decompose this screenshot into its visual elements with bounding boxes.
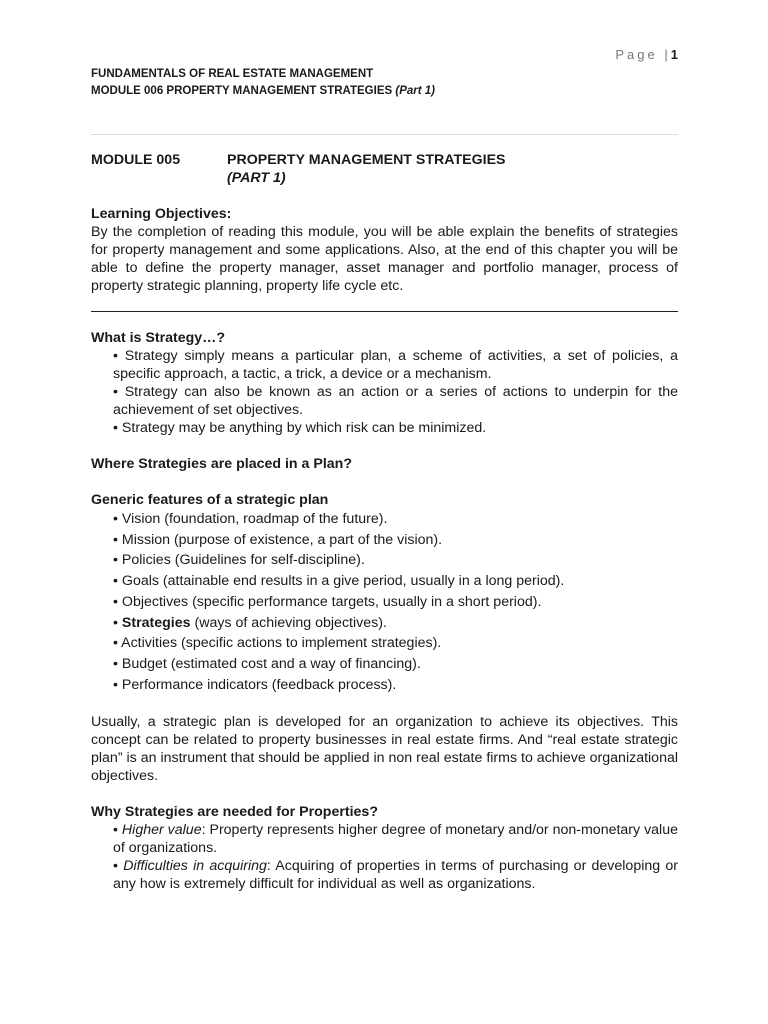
list-item: • Strategy simply means a particular plan, a scheme of activities, a set of policies, a specific approach, a tactic, a trick, a device or a mechanism. [113, 348, 678, 382]
header-divider [91, 134, 678, 135]
page-number [615, 47, 678, 62]
where-placed-heading: Where Strategies are placed in a Plan? [91, 456, 352, 472]
page-separator: | [664, 47, 671, 62]
module-title: PROPERTY MANAGEMENT STRATEGIES [227, 152, 506, 168]
document-body [91, 151, 678, 893]
higher-value-term: Higher value [121, 822, 202, 839]
list-item-higher-value [113, 821, 678, 857]
bullet: • [113, 614, 122, 631]
module-title-text [227, 151, 506, 187]
why-needed-heading: Why Strategies are needed for Properties? [91, 804, 378, 821]
what-is-strategy-list [91, 347, 678, 437]
difficulties-desc: : Acquiring of properties in terms of purchasing or developing or any how is extremely difficult for individual as well as organizations. [113, 858, 678, 893]
list-item: • Performance indicators (feedback process). [113, 676, 397, 693]
header-line-2-main: MODULE 006 PROPERTY MANAGEMENT STRATEGIES [91, 85, 393, 97]
bullet: • [113, 822, 122, 839]
strategic-plan-paragraph: Usually, a strategic plan is developed for an organization to achieve its objectives. This concept can be related to property businesses in real estate firms. And “real estate strategic plan” is an instrument that should be applied in non real estate firms to achieve organizational objectives. [91, 714, 678, 785]
learning-objectives-text: By the completion of reading this module, you will be able explain the benefits of strategies for property management and some applications. Also, at the end of this chapter you will be able to define the property manager, asset manager and portfolio manager, process of property strategic planning, property life cycle etc. [91, 224, 678, 294]
list-item: • Strategy may be anything by which risk can be minimized. [113, 420, 487, 436]
module-number: MODULE 005 [91, 152, 181, 168]
learning-objectives-heading: Learning Objectives: [91, 206, 232, 222]
list-item-strategies [113, 613, 678, 634]
module-part: (PART 1) [227, 170, 286, 186]
header-line-2 [91, 83, 435, 100]
what-is-strategy-heading: What is Strategy…? [91, 330, 226, 346]
generic-features-list [91, 509, 678, 695]
list-item: • Budget (estimated cost and a way of financing). [113, 655, 421, 672]
page-number-value: 1 [670, 47, 678, 62]
list-item-difficulties [113, 857, 678, 893]
strategies-term: Strategies [121, 614, 191, 631]
bullet: • [113, 858, 124, 875]
strategies-desc: (ways of achieving objectives). [190, 614, 387, 631]
list-item: • Activities (specific actions to implement strategies). [113, 635, 442, 652]
list-item: • Mission (purpose of existence, a part of the vision). [113, 531, 443, 548]
page-label: Page [615, 47, 658, 62]
document-header [91, 66, 435, 100]
why-needed-list [91, 821, 678, 893]
header-line-2-part: (Part 1) [395, 85, 435, 97]
section-divider [91, 311, 678, 312]
list-item: • Strategy can also be known as an action or a series of actions to underpin for the achievement of set objectives. [113, 384, 678, 418]
list-item: • Vision (foundation, roadmap of the future). [113, 511, 388, 527]
list-item: • Objectives (specific performance targets, usually in a short period). [113, 593, 542, 610]
difficulties-term: Difficulties in acquiring [123, 858, 267, 875]
module-title-block [91, 151, 678, 187]
generic-features-heading: Generic features of a strategic plan [91, 492, 329, 508]
list-item: • Policies (Guidelines for self-discipline). [113, 552, 365, 569]
higher-value-desc: : Property represents higher degree of monetary and/or non-monetary value of organizations. [113, 822, 678, 857]
header-line-1: FUNDAMENTALS OF REAL ESTATE MANAGEMENT [91, 68, 374, 80]
list-item: • Goals (attainable end results in a give period, usually in a long period). [113, 573, 565, 590]
